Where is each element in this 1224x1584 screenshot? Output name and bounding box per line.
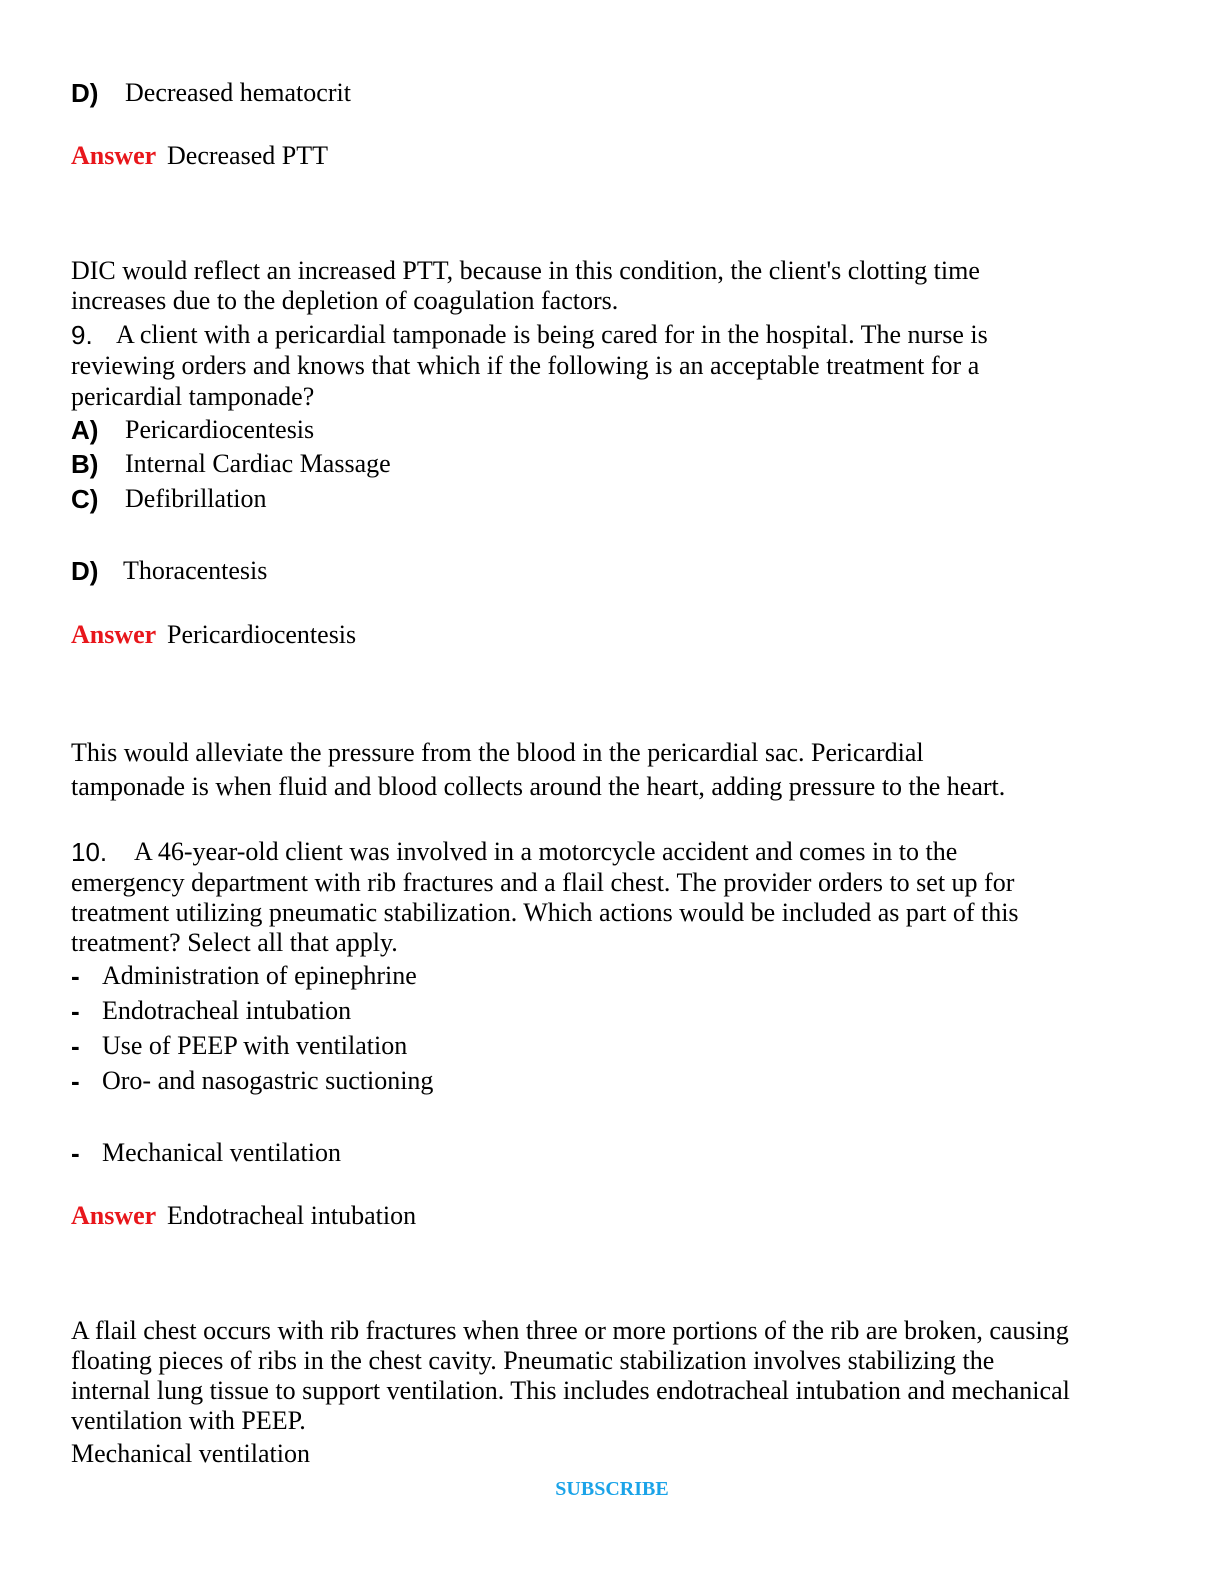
answer-label: Answer — [71, 141, 157, 170]
rationale-line: tamponade is when fluid and blood collects around the heart, adding pressure to the heart. — [71, 772, 1006, 801]
option-text: Endotracheal intubation — [102, 996, 352, 1025]
rationale-line: Mechanical ventilation — [71, 1439, 310, 1468]
option-text: Decreased hematocrit — [125, 78, 351, 107]
option-text: Defibrillation — [125, 484, 267, 513]
bullet-dash: - — [71, 1066, 80, 1096]
option-text: Internal Cardiac Massage — [125, 449, 391, 478]
rationale-line: A flail chest occurs with rib fractures when three or more portions of the rib are broken, causing — [71, 1316, 1069, 1345]
question-number: 9. — [71, 320, 93, 350]
option-text: Pericardiocentesis — [125, 415, 315, 444]
answer-text: Decreased PTT — [167, 141, 328, 170]
option-label: D) — [71, 78, 99, 108]
answer-text: Endotracheal intubation — [167, 1201, 417, 1230]
rationale-line: This would alleviate the pressure from the blood in the pericardial sac. Pericardial — [71, 738, 924, 767]
bullet-dash: - — [71, 1138, 80, 1168]
question-number: 10. — [71, 837, 108, 867]
question-text: treatment utilizing pneumatic stabilization. Which actions would be included as part of this — [71, 898, 1019, 927]
option-label: D) — [71, 556, 99, 586]
rationale-line: floating pieces of ribs in the chest cavity. Pneumatic stabilization involves stabilizing the — [71, 1346, 995, 1375]
option-text: Oro- and nasogastric suctioning — [102, 1066, 434, 1095]
rationale-line: increases due to the depletion of coagulation factors. — [71, 286, 619, 315]
question-text: reviewing orders and knows that which if the following is an acceptable treatment for a — [71, 351, 980, 380]
option-text: Mechanical ventilation — [102, 1138, 341, 1167]
question-text: A 46-year-old client was involved in a motorcycle accident and comes in to the — [134, 837, 958, 866]
rationale-line: internal lung tissue to support ventilation. This includes endotracheal intubation and mechanical — [71, 1376, 1070, 1405]
rationale-line: ventilation with PEEP. — [71, 1406, 306, 1435]
bullet-dash: - — [71, 1031, 80, 1061]
question-text: pericardial tamponade? — [71, 382, 315, 411]
question-text: emergency department with rib fractures and a flail chest. The provider orders to set up for — [71, 868, 1015, 897]
answer-label: Answer — [71, 1201, 157, 1230]
rationale-line: DIC would reflect an increased PTT, because in this condition, the client's clotting time — [71, 256, 980, 285]
option-label: A) — [71, 415, 99, 445]
subscribe-link[interactable]: SUBSCRIBE — [555, 1478, 669, 1500]
question-text: treatment? Select all that apply. — [71, 928, 398, 957]
option-label: C) — [71, 484, 99, 514]
option-text: Administration of epinephrine — [102, 961, 417, 990]
option-text: Thoracentesis — [123, 556, 268, 585]
question-text: A client with a pericardial tamponade is being cared for in the hospital. The nurse is — [116, 320, 988, 349]
bullet-dash: - — [71, 996, 80, 1026]
option-label: B) — [71, 449, 99, 479]
option-text: Use of PEEP with ventilation — [102, 1031, 408, 1060]
answer-text: Pericardiocentesis — [167, 620, 357, 649]
answer-label: Answer — [71, 620, 157, 649]
bullet-dash: - — [71, 961, 80, 991]
